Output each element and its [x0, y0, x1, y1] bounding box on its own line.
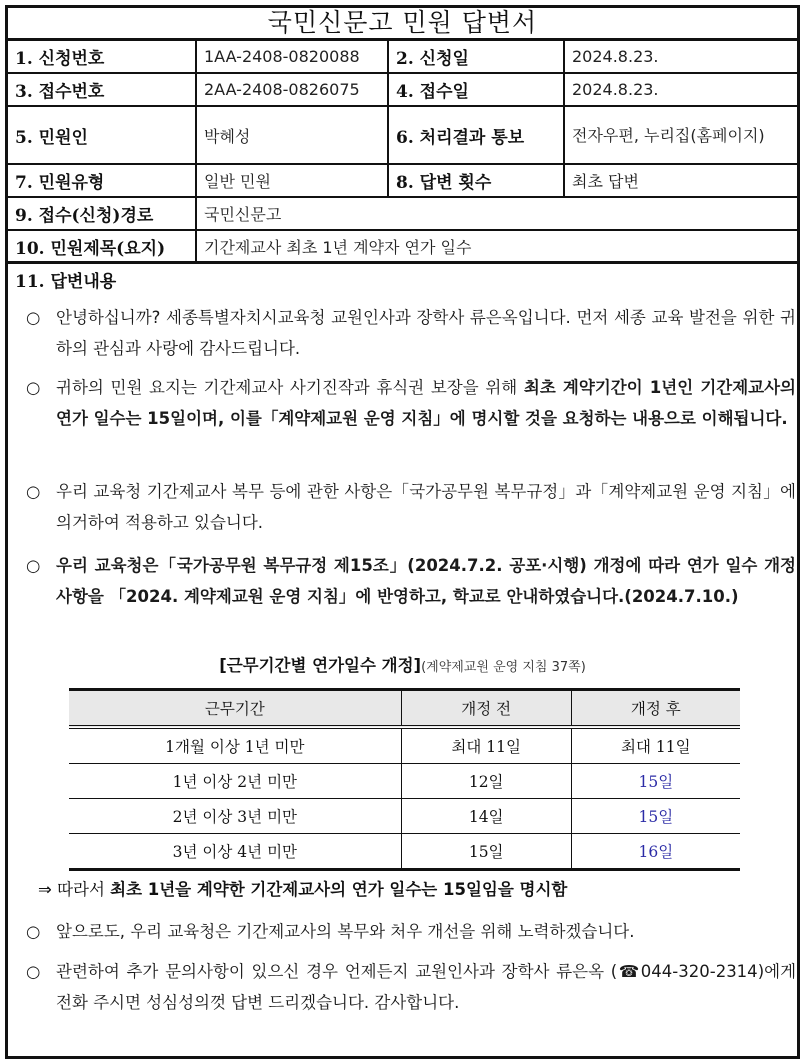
paragraph-summary: ○ 귀하의 민원 요지는 기간제교사 사기진작과 휴식권 보장을 위해 최초 계약기간이 1년인 기간제교사의 연가 일수는 15일이며, 이를「계약제교원 운영 지침」에 명시할 것을 요청하는 내용으로 이해됩니다.: [26, 372, 796, 434]
value-answer-count: 최초 답변: [563, 165, 797, 196]
row-application: [8, 41, 797, 74]
paragraph-commitment: ○ 앞으로도, 우리 교육청은 기간제교사의 복무와 처우 개선을 위해 노력하겠습니다.: [26, 916, 796, 947]
answer-document: [5, 5, 800, 1059]
label-petitioner: 5. 민원인: [15, 127, 88, 148]
revised-value: 16일: [571, 834, 740, 870]
col-before: 개정 전: [401, 690, 571, 728]
label-application-date: 2. 신청일: [387, 41, 563, 72]
answer-section: [8, 264, 797, 1056]
paragraph-revision: ○ 우리 교육청은「국가공무원 복무규정 제15조」(2024.7.2. 공포·시행) 개정에 따라 연가 일수 개정 사항을 「2024. 계약제교원 운영 지침」에 반영하고, 학교로 안내하였습니다.(2024.7.10.): [26, 550, 796, 612]
arrow-icon: ⇒: [38, 880, 52, 899]
label-answer-count: 8. 답변 횟수: [387, 165, 563, 196]
value-receipt-date: 2024.8.23.: [563, 74, 797, 105]
bullet-icon: ○: [26, 308, 41, 327]
col-period: 근무기간: [69, 690, 401, 728]
value-petition-type: 일반 민원: [195, 165, 387, 196]
document-title: 국민신문고 민원 답변서: [8, 8, 797, 41]
label-result-notice: 6. 처리결과 통보: [387, 107, 563, 163]
row-petitioner: [8, 107, 797, 165]
row-subject: [8, 231, 797, 264]
revised-value: 15일: [571, 799, 740, 834]
paragraph-regulation: ○ 우리 교육청 기간제교사 복무 등에 관한 사항은「국가공무원 복무규정」과「계약제교원 운영 지침」에 의거하여 적용하고 있습니다.: [26, 476, 796, 538]
leave-days-table: [69, 688, 740, 871]
row-receipt: [8, 74, 797, 107]
table-row: 2년 이상 3년 미만 14일 15일: [69, 799, 740, 834]
bullet-icon: ○: [26, 922, 41, 941]
table-caption-note: (계약제교원 운영 지침 37쪽): [421, 660, 586, 675]
summary-emphasis: 최초 계약기간이 1년인 기간제교사의 연가 일수는 15일이며, 이를「계약제교원 운영 지침」에 명시할 것을 요청하는 내용으로 이해됩니다.: [56, 378, 796, 428]
label-receipt-no: 3. 접수번호: [15, 82, 105, 102]
value-result-notice: 전자우편, 누리집(홈페이지): [563, 107, 797, 163]
row-route: [8, 198, 797, 231]
revised-value: 15일: [571, 764, 740, 799]
table-row: 1년 이상 2년 미만 12일 15일: [69, 764, 740, 799]
bullet-icon: ○: [26, 962, 41, 981]
value-application-date: 2024.8.23.: [563, 41, 797, 72]
paragraph-greeting: ○ 안녕하십니까? 세종특별자치시교육청 교원인사과 장학사 류은옥입니다. 먼저 세종 교육 발전을 위한 귀하의 관심과 사랑에 감사드립니다.: [26, 302, 796, 364]
label-application-no: 1. 신청번호: [15, 49, 105, 69]
conclusion-line: ⇒ 따라서 최초 1년을 계약한 기간제교사의 연가 일수는 15일임을 명시함: [38, 880, 568, 899]
paragraph-contact: ○ 관련하여 추가 문의사항이 있으신 경우 언제든지 교원인사과 장학사 류은옥 (☎044-320-2314)에게 전화 주시면 성심성의껏 답변 드리겠습니다. 감사합니다.: [26, 956, 796, 1018]
label-subject: 10. 민원제목(요지): [15, 238, 166, 259]
value-route: 국민신문고: [195, 198, 797, 229]
value-petitioner: 박혜성: [195, 107, 387, 163]
col-after: 개정 후: [571, 690, 740, 728]
label-petition-type: 7. 민원유형: [15, 173, 105, 193]
bullet-icon: ○: [26, 482, 41, 501]
table-header-row: [69, 690, 740, 728]
value-subject: 기간제교사 최초 1년 계약자 연가 일수: [195, 231, 797, 261]
phone-icon: ☎: [617, 962, 641, 981]
bullet-icon: ○: [26, 556, 41, 575]
value-receipt-no: 2AA-2408-0826075: [195, 74, 387, 105]
label-route: 9. 접수(신청)경로: [15, 206, 154, 226]
value-application-no: 1AA-2408-0820088: [195, 41, 387, 72]
table-row: 3년 이상 4년 미만 15일 16일: [69, 834, 740, 870]
table-caption: [근무기간별 연가일수 개정](계약제교원 운영 지침 37쪽): [219, 656, 586, 675]
bullet-icon: ○: [26, 378, 41, 397]
table-row: 1개월 이상 1년 미만 최대 11일 최대 11일: [69, 727, 740, 764]
label-receipt-date: 4. 접수일: [387, 74, 563, 105]
phone-number: 044-320-2314: [640, 962, 758, 981]
answer-heading: 11. 답변내용: [15, 272, 117, 292]
row-type: [8, 165, 797, 198]
